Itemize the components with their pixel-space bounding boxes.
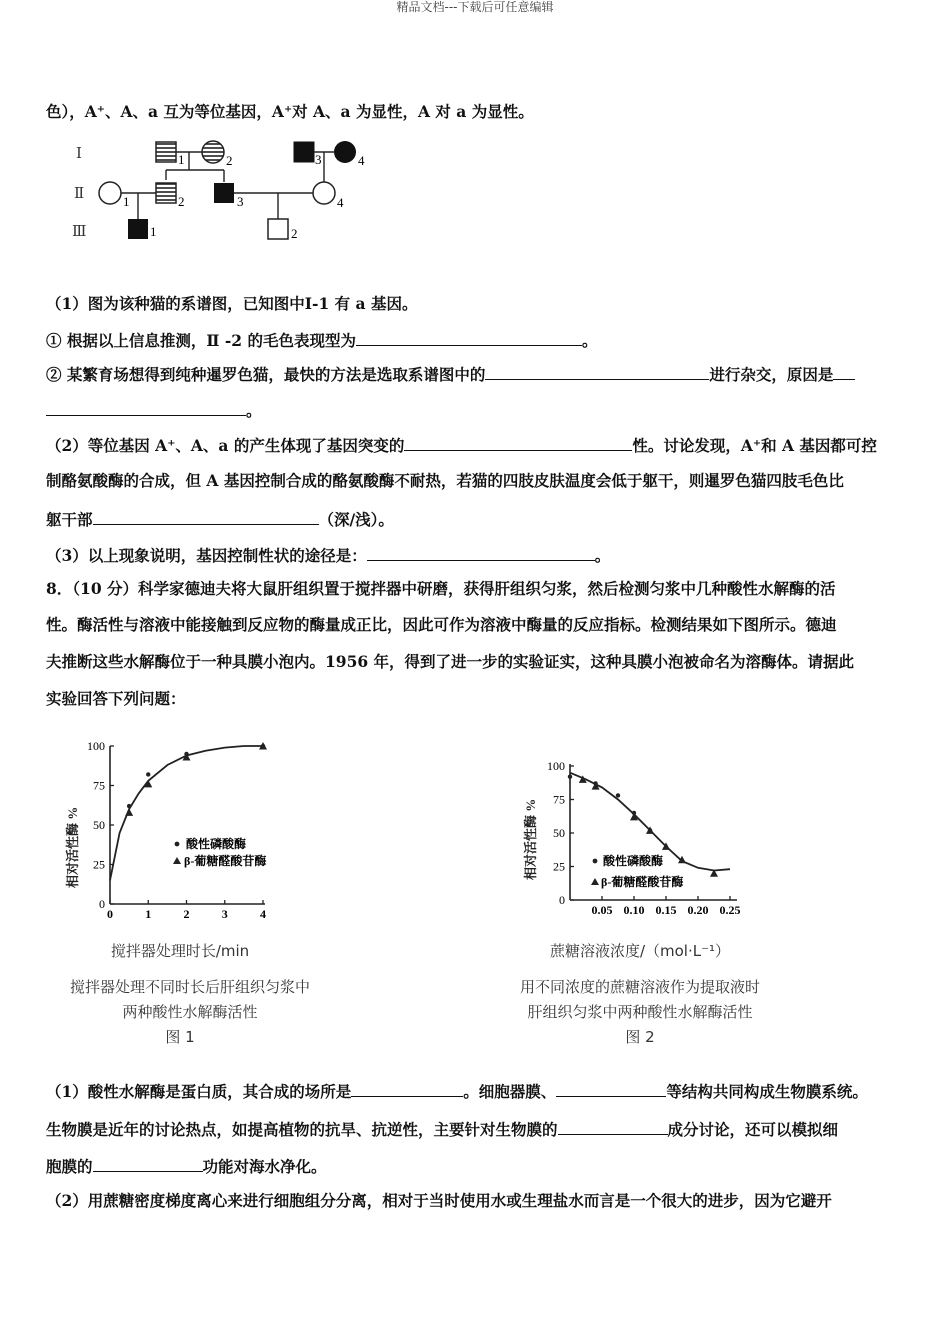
fig2-legend-2: β-葡糖醛酸苷酶 (601, 875, 684, 889)
fig2-ytick-label: 100 (547, 759, 565, 773)
fig2-xlabel: 蔗糖溶液浓度/（mol·L⁻¹） (549, 942, 731, 960)
gen-label-3: Ⅲ (72, 224, 87, 240)
q1-stem: （1）图为该种猫的系谱图，已知图中Ⅰ-1 有 a 基因。 (46, 294, 418, 313)
fig2-xtick-label: 0.15 (655, 903, 677, 917)
fig2-ytick-label: 50 (553, 826, 565, 840)
fig1-point-acid-phosphatase (146, 772, 150, 776)
answer-blank[interactable] (356, 328, 582, 346)
fig1-legend-dot (175, 842, 180, 847)
III-1-black-male (128, 219, 148, 239)
fig2-legend-triangle (591, 878, 599, 885)
answer-blank[interactable] (485, 362, 709, 380)
I-4-num: 4 (358, 153, 365, 168)
answer-blank[interactable] (351, 1079, 463, 1097)
fig1-xtick-label: 1 (145, 907, 152, 921)
q8-line2: 性。酶活性与溶液中能接触到反应物的酶量成正比，因此可作为溶液中酶量的反应指标。检测结果如下图所示。德迪 (46, 615, 837, 634)
II-2-num: 2 (178, 194, 185, 209)
II-3-num: 3 (237, 194, 244, 209)
I-4-black-female (334, 141, 356, 163)
III-2-white-male (268, 219, 288, 239)
fig1-ytick-label: 75 (93, 778, 105, 793)
q8-2-line1: （2）用蔗糖密度梯度离心来进行细胞组分分离，相对于当时使用水或生理盐水而言是一个很大的进步，因为它避开 (46, 1191, 832, 1210)
fig2-ytick-label: 0 (559, 893, 565, 907)
fig1-caption-1: 搅拌器处理不同时长后肝组织匀浆中 (69, 978, 310, 996)
intro-text: 色），A⁺、A、a 互为等位基因，A⁺对 A、a 为显性，A 对 a 为显性。 (46, 102, 534, 121)
q8-1-line2: 生物膜是近年的讨论热点，如提高植物的抗旱、抗逆性，主要针对生物膜的 成分讨论，还可以模拟细 (46, 1117, 838, 1141)
fig1-ytick-label: 25 (93, 857, 105, 872)
fig2-xtick-label: 0.05 (591, 903, 613, 917)
fig1-legend-1: 酸性磷酸酶 (186, 837, 247, 851)
q8-line1: 8．（10 分）科学家德迪夫将大鼠肝组织置于搅拌器中研磨，获得肝组织匀浆，然后检测匀浆中几种酸性水解酶的活 (46, 579, 836, 598)
I-1-num: 1 (178, 152, 185, 167)
fig2-ytick-label: 25 (553, 859, 565, 874)
fig1-point-glucuronidase (125, 808, 133, 816)
fig2-ytick-label: 75 (553, 792, 565, 807)
fig2-xtick-label: 0.25 (719, 903, 741, 917)
answer-blank[interactable] (558, 1117, 668, 1135)
fig1-point-acid-phosphatase (127, 804, 131, 808)
I-3-num: 3 (315, 152, 322, 167)
fig1-xtick-label: 4 (260, 907, 266, 921)
q2-line3: 躯干部 （深/浅）。 (46, 507, 394, 531)
fig1-xlabel: 搅拌器处理时长/min (110, 942, 250, 960)
fig1-xtick-label: 3 (221, 907, 228, 921)
figure-1-chart (55, 728, 305, 928)
II-4-white-female (313, 182, 335, 204)
I-3-black-male (294, 142, 314, 162)
pedigree-chart (60, 130, 390, 250)
fig2-xtick-label: 0.10 (623, 903, 645, 917)
figure-2-chart (515, 750, 755, 930)
fig2-legend-dot (593, 859, 598, 864)
I-2-num: 2 (226, 153, 233, 168)
answer-blank[interactable] (93, 1154, 203, 1172)
q8-line3: 夫推断这些水解酶位于一种具膜小泡内。1956 年，得到了进一步的实验证实，这种具膜小泡被命名为溶酶体。请据此 (46, 652, 855, 671)
q8-1-line3: 胞膜的 功能对海水净化。 (46, 1154, 327, 1178)
fig2-title: 图 2 (625, 1028, 655, 1046)
answer-blank[interactable] (367, 543, 595, 561)
answer-blank[interactable] (46, 398, 246, 416)
I-1-striped-male (156, 142, 176, 162)
fig2-caption-1: 用不同浓度的蔗糖溶液作为提取液时 (519, 978, 760, 996)
fig2-ylabel: 相对活性酶 % (523, 798, 538, 880)
fig1-xtick-label: 0 (107, 907, 113, 921)
fig2-legend-1: 酸性磷酸酶 (603, 854, 664, 868)
fig1-ytick-label: 100 (87, 739, 105, 753)
fig1-ytick-label: 50 (93, 818, 105, 832)
page-header: 精品文档---下载后可任意编辑 (396, 0, 554, 14)
q1-sub1: ① 根据以上信息推测，Ⅱ -2 的毛色表现型为 。 (46, 328, 598, 352)
fig1-ylabel: 相对活性酶 % (65, 806, 80, 888)
II-3-black-male (214, 183, 234, 203)
answer-blank[interactable] (404, 433, 632, 451)
q2-line1: （2）等位基因 A⁺、A、a 的产生体现了基因突变的 性。讨论发现，A⁺和 A 基因都可控 (46, 433, 877, 457)
III-1-num: 1 (150, 224, 157, 239)
fig2-point-acid-phosphatase (568, 775, 572, 779)
q3-line: （3）以上现象说明，基因控制性状的途径是： 。 (46, 543, 610, 567)
III-2-num: 2 (291, 226, 298, 241)
fig2-xtick-label: 0.20 (687, 903, 709, 917)
I-2-striped-female (202, 141, 224, 163)
fig1-legend-triangle (173, 857, 181, 864)
q8-1-line1: （1）酸性水解酶是蛋白质，其合成的场所是 。细胞器膜、 等结构共同构成生物膜系统。 (46, 1079, 868, 1103)
q2-line2: 制酪氨酸酶的合成，但 A 基因控制合成的酪氨酸酶不耐热，若猫的四肢皮肤温度会低于躯干，则暹罗色猫四肢毛色比 (46, 471, 844, 490)
II-2-striped-male (156, 183, 176, 203)
fig1-ytick-label: 0 (99, 897, 105, 911)
fig1-caption-2: 两种酸性水解酶活性 (122, 1003, 258, 1021)
gen-label-1: Ⅰ (76, 146, 82, 162)
II-1-num: 1 (123, 194, 130, 209)
fig1-title: 图 1 (165, 1028, 195, 1046)
q1-sub2: ② 某繁育场想得到纯种暹罗色猫，最快的方法是选取系谱图中的 进行杂交，原因是 (46, 362, 855, 386)
II-1-white-female (99, 182, 121, 204)
q8-line4: 实验回答下列问题： (46, 689, 186, 708)
q1-sub2-cont: 。 (46, 398, 262, 422)
fig1-legend-2: β-葡糖醛酸苷酶 (184, 854, 267, 868)
fig1-xtick-label: 2 (183, 907, 190, 921)
II-4-num: 4 (337, 195, 344, 210)
fig2-point-acid-phosphatase (616, 793, 620, 797)
fig2-caption-2: 肝组织匀浆中两种酸性水解酶活性 (527, 1003, 753, 1021)
answer-blank[interactable] (556, 1079, 666, 1097)
answer-blank[interactable] (93, 507, 319, 525)
answer-blank[interactable] (833, 362, 855, 380)
gen-label-2: Ⅱ (74, 186, 85, 202)
